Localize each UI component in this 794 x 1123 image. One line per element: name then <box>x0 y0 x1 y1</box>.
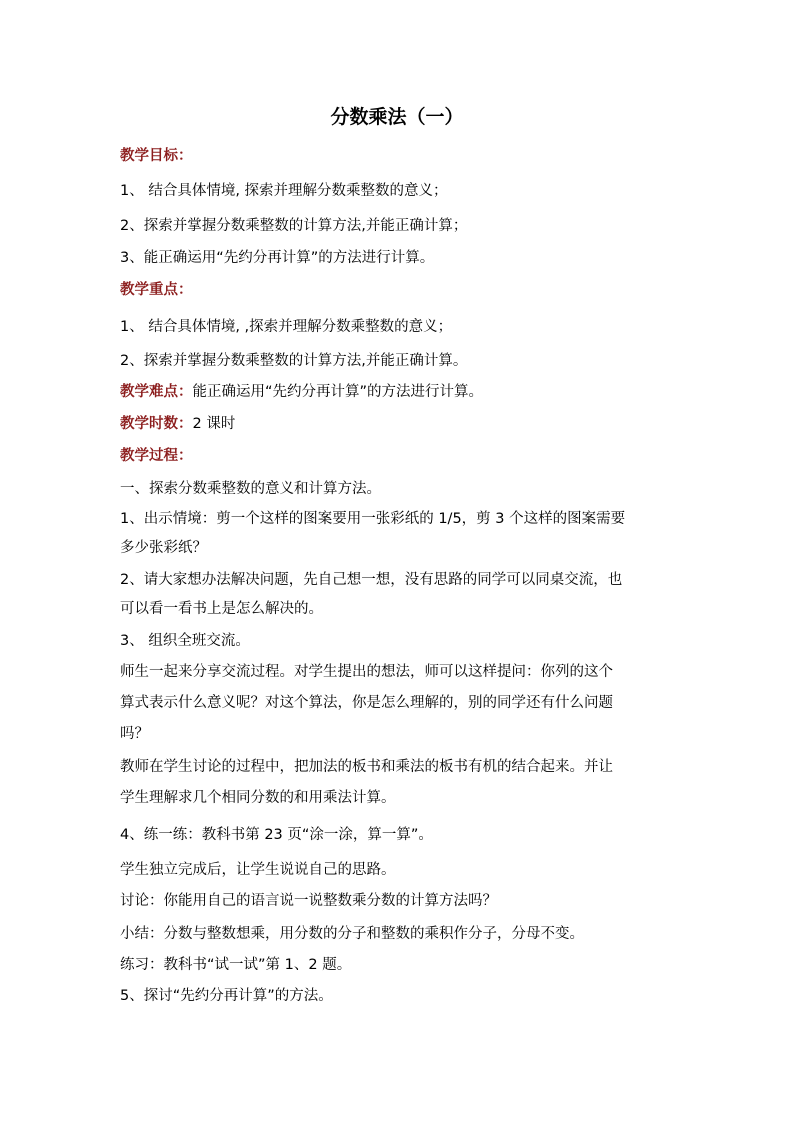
process-line: 小结：分数与整数想乘，用分数的分子和整数的乘积作分子，分母不变。 <box>120 926 584 942</box>
key-point-item: 1、 结合具体情境, ,探索并理解分数乘整数的意义； <box>120 319 453 335</box>
process-line: 讨论：你能用自己的语言说一说整数乘分数的计算方法吗？ <box>120 893 497 909</box>
objective-item: 2、探索并掌握分数乘整数的计算方法,并能正确计算； <box>120 218 468 234</box>
objectives-heading: 教学目标： <box>120 148 193 164</box>
process-line: 4、练一练：教科书第 23 页“涂一涂，算一算”。 <box>120 827 433 843</box>
key-points-heading: 教学重点： <box>120 282 193 298</box>
process-line: 教师在学生讨论的过程中，把加法的板书和乘法的板书有机的结合起来。并让 <box>120 759 613 775</box>
objective-item: 1、 结合具体情境, 探索并理解分数乘整数的意义； <box>120 183 448 199</box>
process-line: 多少张彩纸？ <box>120 540 207 556</box>
process-line: 5、探讨“先约分再计算”的方法。 <box>120 988 333 1004</box>
hours-text: 2 课时 <box>192 416 236 432</box>
process-line: 1、出示情境：剪一个这样的图案要用一张彩纸的 1/5，剪 3 个这样的图案需要 <box>120 511 626 527</box>
process-line: 可以看一看书上是怎么解决的。 <box>120 601 323 617</box>
process-line: 学生理解求几个相同分数的和用乘法计算。 <box>120 790 396 806</box>
difficulty-text: 能正确运用“先约分再计算”的方法进行计算。 <box>192 384 484 400</box>
page-title: 分数乘法（一） <box>330 106 464 128</box>
objective-item: 3、能正确运用“先约分再计算”的方法进行计算。 <box>120 250 435 266</box>
process-line: 一、探索分数乘整数的意义和计算方法。 <box>120 481 381 497</box>
process-line: 3、 组织全班交流。 <box>120 633 250 649</box>
key-point-item: 2、探索并掌握分数乘整数的计算方法,并能正确计算。 <box>120 353 468 369</box>
hours-label: 教学时数： <box>120 416 193 432</box>
process-line: 算式表示什么意义呢？对这个算法，你是怎么理解的，别的同学还有什么问题 <box>120 695 613 711</box>
process-line: 吗？ <box>120 726 149 742</box>
difficulty-row <box>120 381 680 403</box>
process-line: 练习：教科书“试一试”第 1、2 题。 <box>120 957 352 973</box>
difficulty-label: 教学难点： <box>120 384 193 400</box>
process-line: 2、请大家想办法解决问题，先自己想一想，没有思路的同学可以同桌交流，也 <box>120 572 623 588</box>
process-line: 学生独立完成后，让学生说说自己的思路。 <box>120 862 396 878</box>
process-heading: 教学过程： <box>120 448 193 464</box>
hours-row <box>120 413 680 435</box>
process-line: 师生一起来分享交流过程。对学生提出的想法，师可以这样提问：你列的这个 <box>120 664 613 680</box>
